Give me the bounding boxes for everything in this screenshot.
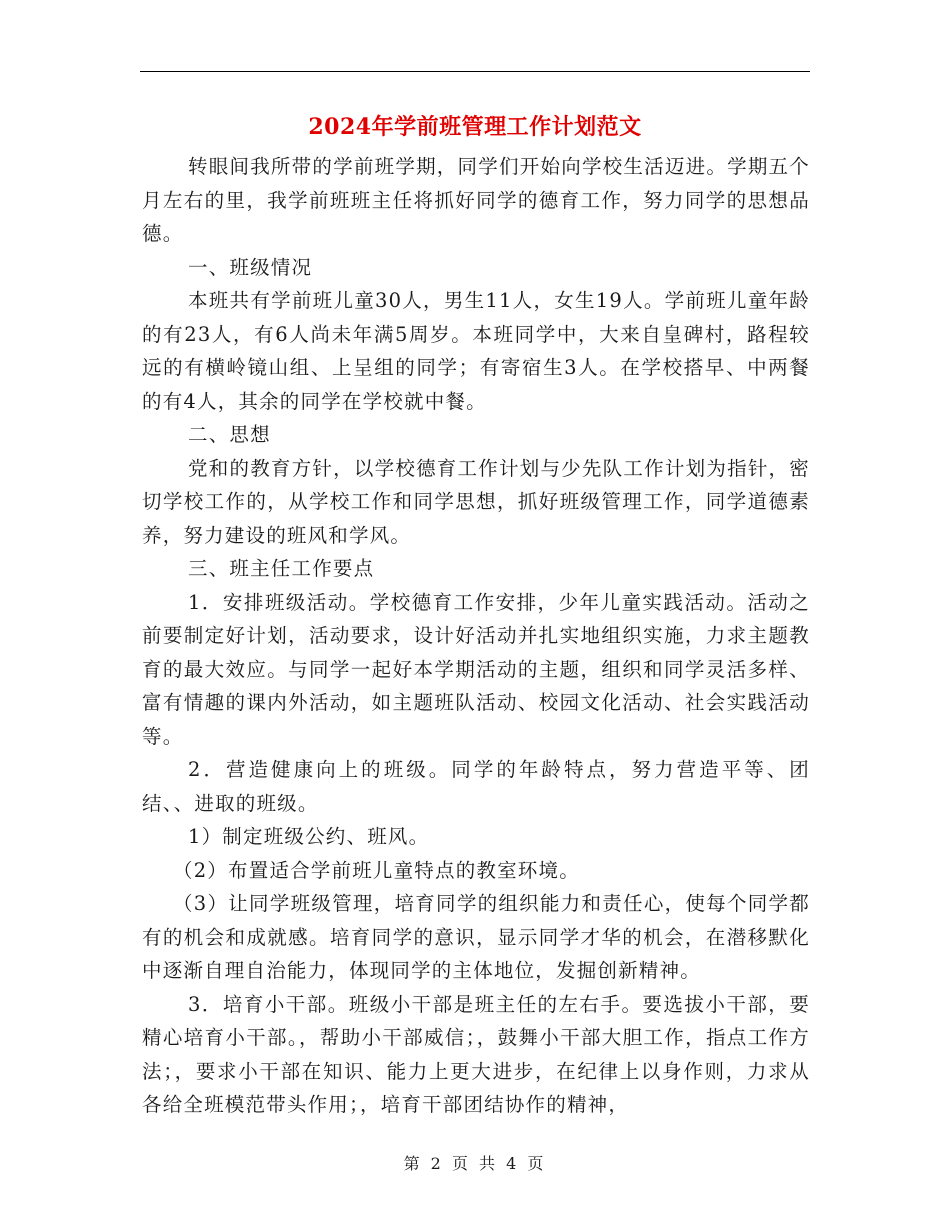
paragraph-point-3: 3．培育小干部。班级小干部是班主任的左右手。要选拔小干部，要精心培育小干部。，帮助小干部威信；，鼓舞小干部大胆工作，指点工作方法；，要求小干部在知识、能力上更大进步，在纪律上以身作则，力求从各给全班模范带头作用；，培育干部团结协作的精神， — [142, 992, 810, 1116]
paragraph-intro: 转眼间我所带的学前班学期，同学们开始向学校生活迈进。学期五个月左右的里，我学前班班主任将抓好同学的德育工作，努力同学的思想品德。 — [142, 155, 810, 245]
document-title: 2024年学前班管理工作计划范文 — [308, 114, 642, 140]
paragraph-thought: 党和的教育方针，以学校德育工作计划与少先队工作计划为指针，密切学校工作的，从学校工作和同学思想，抓好班级管理工作，同学道德素养，努力建设的班风和学风。 — [142, 456, 810, 547]
section-heading-thought: 二、思想 — [188, 423, 271, 446]
paragraph-point-1: 1．安排班级活动。学校德育工作安排，少年儿童实践活动。活动之前要制定好计划，活动要求，设计好活动并扎实地组织实施，力求主题教育的最大效应。与同学一起好本学期活动的主题，组织和同学灵活多样、富有情趣的课内外活动，如主题班队活动、校园文化活动、社会实践活动等。 — [142, 590, 810, 748]
section-heading-class-situation: 一、班级情况 — [188, 255, 313, 279]
paragraph-class-situation: 本班共有学前班儿童30人，男生11人，女生19人。学前班儿童年龄的有23人，有6人尚未年满5周岁。本班同学中，大来自皇碑村，路程较远的有横岭镜山组、上呈组的同学；有寄宿生3人。在学校搭早、中两餐的有4人，其余的同学在学校就中餐。 — [142, 289, 810, 413]
paragraph-subpoint-1: 1）制定班级公约、班风。 — [188, 825, 430, 848]
document-body — [142, 150, 810, 1122]
page-footer: 第 2 页 共 4 页 — [403, 1154, 547, 1173]
header-rule — [140, 71, 810, 72]
paragraph-subpoint-3: （3）让同学班级管理，培育同学的组织能力和责任心，使每个同学都有的机会和成就感。培育同学的意识，显示同学才华的机会，在潜移默化中逐渐自理自治能力，体现同学的主体地位，发掘创新精神。 — [142, 892, 810, 982]
paragraph-point-2: 2．营造健康向上的班级。同学的年龄特点，努力营造平等、团结、、进取的班级。 — [142, 758, 810, 815]
paragraph-subpoint-2: （2）布置适合学前班儿童特点的教室环境。 — [173, 858, 580, 882]
section-heading-work-points: 三、班主任工作要点 — [188, 557, 375, 580]
